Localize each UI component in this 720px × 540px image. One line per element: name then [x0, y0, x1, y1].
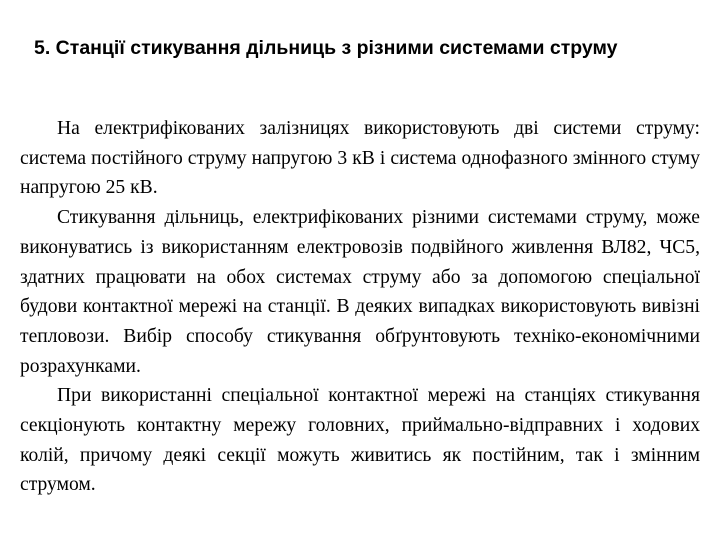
paragraph-coupling-methods: Стикування дільниць, електрифікованих різними системами струму, може виконуватись із використанням електровозів подвійного живлення ВЛ82, ЧС5, здатних працювати на обох системах струму або за допомогою спеціальної будови контактної мережі на станції. В деяких випадках використовують вивізні тепловози. Вибір способу стикування обґрунтовують техніко-економічними розрахунками.	[20, 207, 700, 377]
paragraph-contact-network: При використанні спеціальної контактної мережі на станціях стикування секціонують контактну мережу головних, приймально-відправних і ходових колій, причому деякі секції можуть живитись як постійним, так і змінним струмом.	[20, 385, 700, 496]
section-heading: 5. Станції стикування дільниць з різними системами струму	[34, 37, 618, 59]
paragraph-current-systems: На електрифікованих залізницях використовують дві системи струму: система постійного струму напругою 3 кВ і система однофазного змінного стуму напругою 25 кВ.	[20, 118, 700, 199]
body-text	[20, 114, 700, 500]
